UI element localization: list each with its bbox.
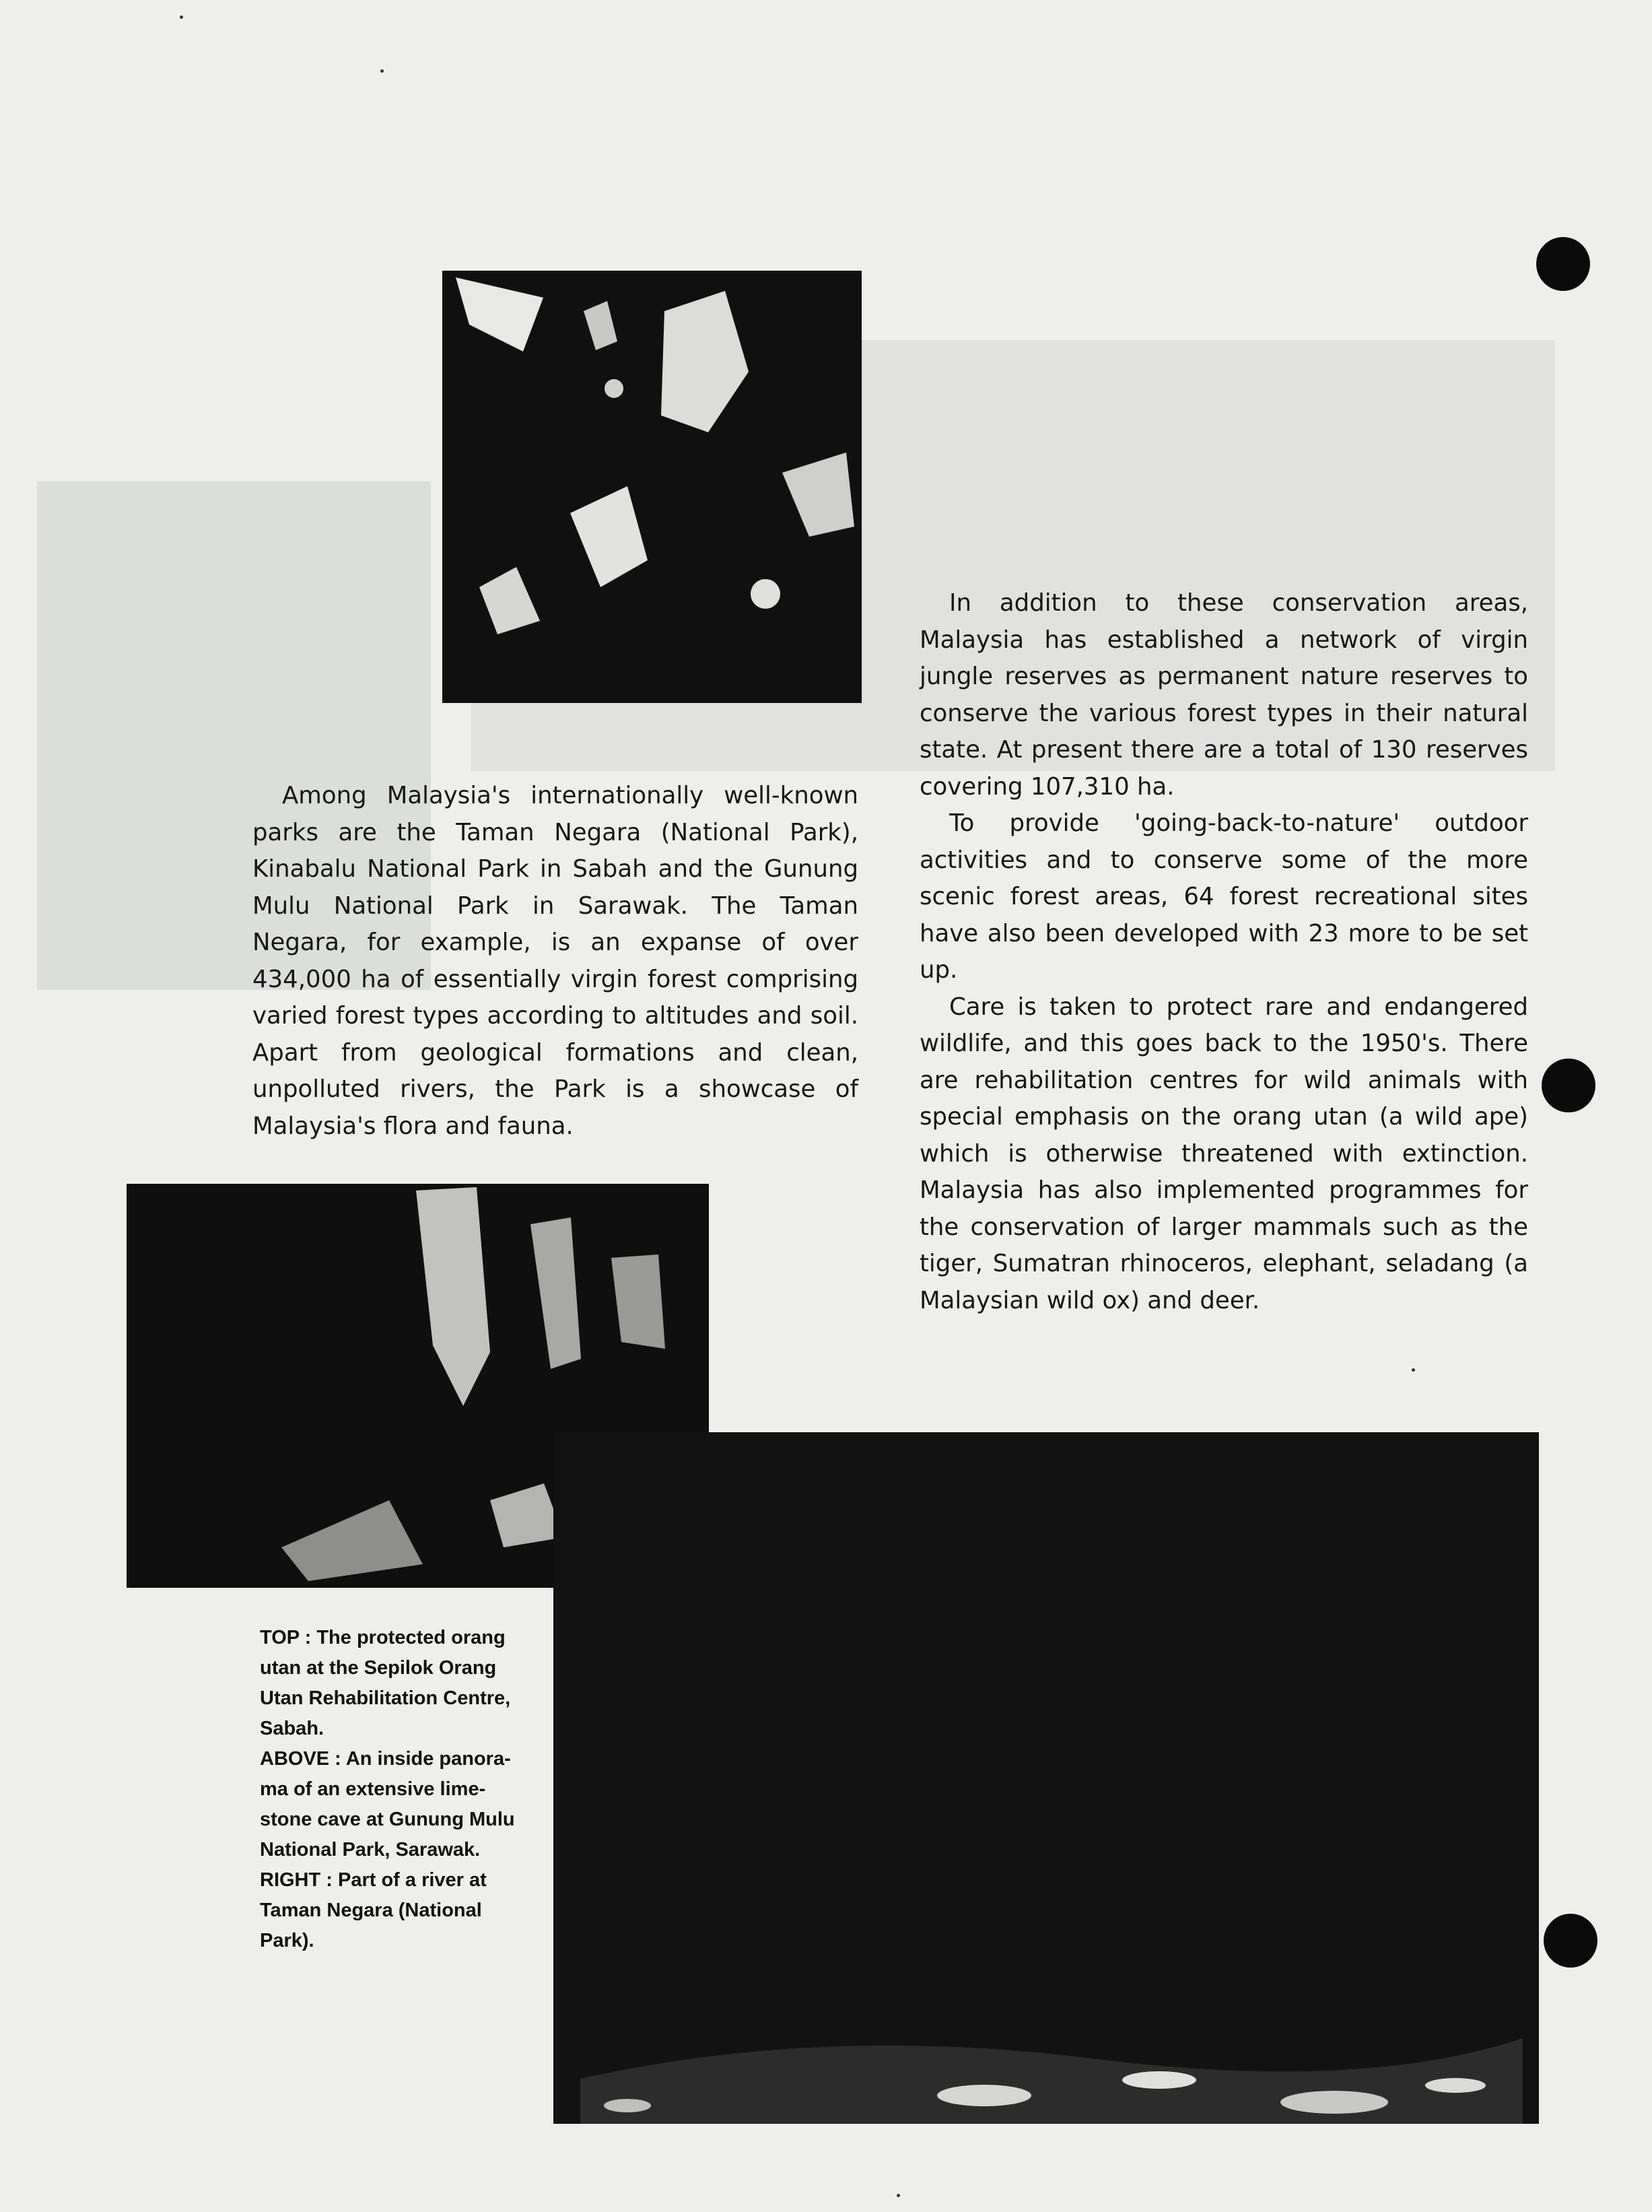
caption-line: Park). [260,1930,314,1951]
caption-line: Utan Rehabilitation Centre, [260,1687,511,1709]
dust-speck [380,69,384,73]
left-text-column [252,778,858,1145]
caption-line: Taman Negara (National [260,1900,482,1921]
dust-speck [1412,1368,1415,1372]
photo-orang-utan [442,271,862,703]
caption-line: TOP : The protected orang [260,1627,506,1648]
paragraph-parks: Among Malaysia's internationally well-known parks are the Taman Negara (National Park), Kinabalu National Park in Sabah and the Gunung Mulu National Park in Sarawak. The Taman Negara, for example, is an expanse of over 434,000 ha of essentially virgin forest comprising varied forest types according to altitudes and soil. Apart from geological formations and clean, unpolluted rivers, the Park is a showcase of Malaysia's flora and fauna. [252,782,858,1140]
caption-line: Sabah. [260,1718,324,1739]
paragraph-recreational-sites: To provide 'going-back-to-nature' outdoor activities and to conserve some of the more scenic forest areas, 64 forest recreational sites have also been developed with 23 more to be set up. [920,809,1528,984]
caption-line: ma of an extensive lime- [260,1778,486,1800]
photo-river [553,1432,1539,2124]
punch-hole-bottom [1544,1914,1597,1968]
paragraph-jungle-reserves: In addition to these conservation areas, Malaysia has established a network of virgin jungle reserves as permanent nature reserves to conserve the various forest types in their natural state. At present there are a total of 130 reserves covering 107,310 ha. [920,589,1528,801]
right-text-column [920,585,1528,1319]
caption-line: National Park, Sarawak. [260,1839,481,1861]
caption-line: stone cave at Gunung Mulu [260,1809,515,1830]
paragraph-wildlife: Care is taken to protect rare and endangered wildlife, and this goes back to the 1950's. There are rehabilitation centres for wild animals with special emphasis on the orang utan (a wild ape) which is otherwise threatened with extinction. Malaysia has also implemented programmes for the conservation of larger mammals such as the tiger, Sumatran rhinoceros, elephant, seladang (a Malaysian wild ox) and deer. [920,993,1528,1314]
caption-line: utan at the Sepilok Orang [260,1657,497,1679]
punch-hole-top [1536,237,1590,291]
caption-line: RIGHT : Part of a river at [260,1869,487,1891]
caption-line: ABOVE : An inside panora- [260,1748,511,1770]
dust-speck [897,2194,900,2197]
photo-caption [260,1623,543,1956]
punch-hole-middle [1542,1059,1595,1112]
dust-speck [180,15,183,19]
